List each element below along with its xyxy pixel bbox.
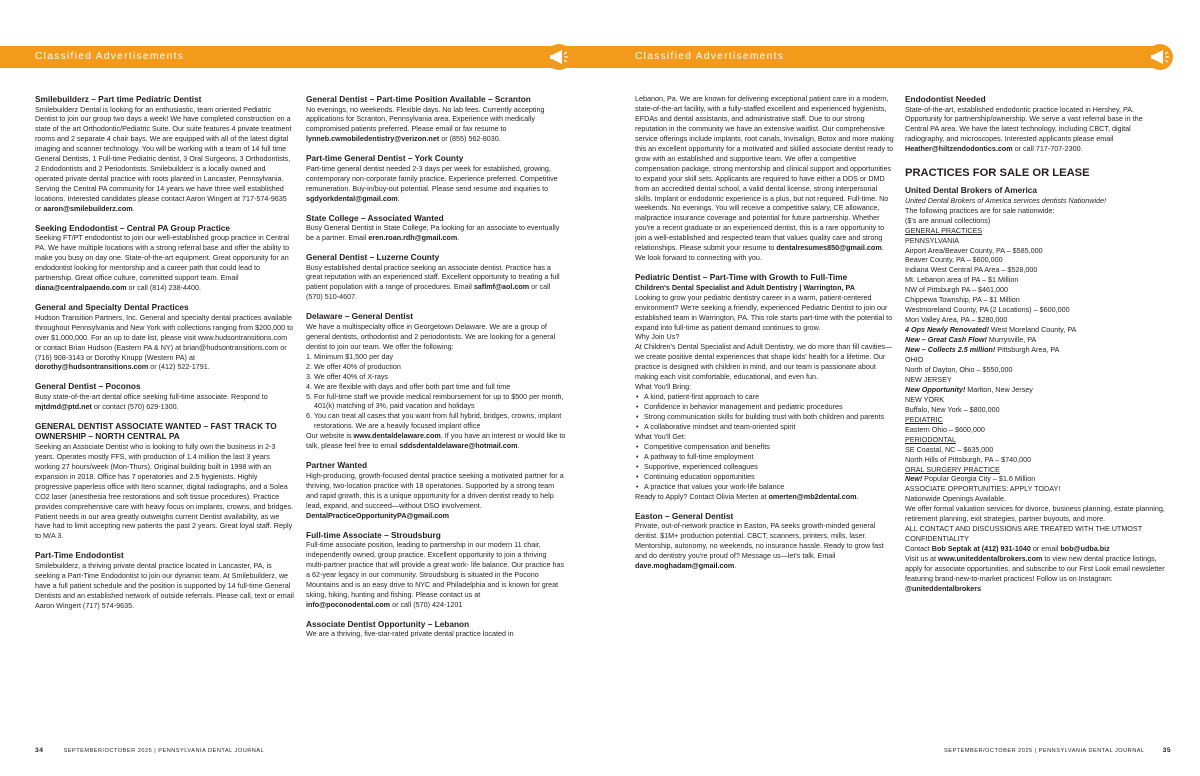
ad-body: We have a multispecialty office in Georgetown Delaware. We are a group of general dentists, orthodontist and 2 periodontists. We are looking for a general dentist to join our team. We offer the following: xyxy=(306,321,556,351)
ad-body: Looking to grow your pediatric dentistry career in a warm, patient-centered environment? We're seeking a friendly, experienced Pediatric Dentist to join our established team in Warrington, PA. This role starts part-time with the potential to expand into full-time as patient demand continues to grow. xyxy=(635,292,893,332)
section-banner-left xyxy=(0,46,600,68)
state-heading: NEW YORK xyxy=(905,394,945,404)
list-item: • Strong communication skills for building trust with both children and parents xyxy=(635,412,895,422)
list-item: 3. We offer 40% of X-rays xyxy=(306,371,389,381)
footer-right-text: SEPTEMBER/OCTOBER 2025 | PENNSYLVANIA DENTAL JOURNAL xyxy=(944,748,1145,754)
get-list xyxy=(635,442,895,492)
listing: Chippewa Township, PA – $1 Million xyxy=(905,295,1020,305)
list-item: 4. We are flexible with days and offer both part time and full time xyxy=(306,381,511,391)
section-banner-right xyxy=(600,46,1156,68)
listing: New Opportunity! Marlton, New Jersey xyxy=(905,384,1033,394)
list-item: • A practice that values your work-life balance xyxy=(635,482,895,492)
listing: Beaver County, PA – $600,000 xyxy=(905,255,1003,265)
ad-website[interactable]: www.dentaldelaware.com xyxy=(353,431,441,441)
ad-body: We are a thriving, five-star-rated private dental practice located in xyxy=(306,629,514,639)
contact-line: Contact Bob Septak at (412) 931-1040 or email bob@udba.biz xyxy=(905,544,1110,554)
visit-line: Visit us at www.uniteddentalbrokers.com to view new dental practice listings, apply for associate opportunities, and subscribe to our First Look email newsletter featuring brand-new-to-market practices! Follow us on Instagram: @uniteddentalbrokers xyxy=(905,554,1165,593)
listing: New – Great Cash Flow! Murrysville, PA xyxy=(905,335,1037,345)
confidentiality-note: ALL CONTACT AND DISCUSSIONS ARE TREATED WITH THE UTMOST CONFIDENTIALITY xyxy=(905,524,1142,544)
list-item: 2. We offer 40% of production xyxy=(306,361,401,371)
associate-subheading: Nationwide Openings Available. xyxy=(905,494,1006,504)
ad-body: Busy state-of-the-art dental office seeking full-time associate. Respond to mjtdmd@ptd.net or contact (570) 629-1300. xyxy=(35,391,268,411)
footer-right xyxy=(944,747,1171,755)
listing: Airport Area/Beaver County, PA – $585,000 xyxy=(905,245,1043,255)
ad-email[interactable]: dorothy@hudsontransitions.com xyxy=(35,362,149,372)
broker-website[interactable]: www.uniteddentalbrokers.com xyxy=(938,554,1043,564)
ad-body: Full-time associate position, leading to partnership in our modern 11 chair, independently owned, group practice. Excellent opportunity to join a thriving multi-partner practice that will provide a great work- life balance. Our practice has a 62-year legacy in our community. Stroudsburg is situated in the Pocono Mountains and is an easy drive to NYC and Philadelphia and is known for great skiing, hiking, hunting and fishing. Please contact us at info@poconodental.com or call (570) 424-1201 xyxy=(306,540,565,609)
ad-body: High-producing, growth-focused dental practice seeking a motivated partner for a thriving, two-location practice with 18 operatories. Supported by a strong team and rapid growth, this is a unique opportunity for a driven dentist ready to help lead, expand, and succeed—without DSO involvement. DentalPracticeOpportunityPA@gmail.com xyxy=(306,470,564,520)
ad-subtitle: Children's Dental Specialist and Adult Dentistry | Warrington, PA xyxy=(635,282,855,292)
listing: 4 Ops Newly Renovated! West Moreland County, PA xyxy=(905,325,1077,335)
ad-email[interactable]: mjtdmd@ptd.net xyxy=(35,401,92,411)
list-item: • Supportive, experienced colleagues xyxy=(635,462,895,472)
category-heading: PEDIATRIC xyxy=(905,414,943,424)
ad-title: Full-time Associate – Stroudsburg xyxy=(306,529,441,540)
list-item: • A pathway to full-time employment xyxy=(635,452,895,462)
broker-title: United Dental Brokers of America xyxy=(905,185,1038,196)
state-heading: PENNSYLVANIA xyxy=(905,235,960,245)
ad-title: Smilebuilderz – Part time Pediatric Dentist xyxy=(35,94,202,104)
ad-body: Hudson Transition Partners, Inc. General and specialty dental practices available throughout Pennsylvania and New York with collections ranging from $200,000 to over $1,000,000. For an up to date list, please visit www.hudsontransitions.com or contact Brian Hudson (Eastern PA & NY) at brian@hudsontransitions.com or (716) 908-3143 or Dorothy Knupp (Western PA) at dorothy@hudsontransitions.com or (412) 522-1791. xyxy=(35,312,294,372)
listing: North of Dayton, Ohio – $550,000 xyxy=(905,364,1013,374)
ad-title: Part-time General Dentist – York County xyxy=(306,153,464,164)
why-join-title: Why Join Us? xyxy=(635,332,680,342)
listing: Buffalo, New York – $800,000 xyxy=(905,404,1000,414)
ad-title: Part-Time Endodontist xyxy=(35,550,124,561)
contact-email[interactable]: bob@udba.biz xyxy=(1060,544,1110,554)
listing: NW of Pittsburgh PA – $461,000 xyxy=(905,285,1008,295)
ad-body: No evenings, no weekends. Flexible days. No lab fees. Currently accepting applications for Scranton, Pennsylvania area. Experience with medically compromised patients preferred. Please email or fax resume to lynneb.cwmobiledentistry@verizon.net or (855) 562-8030. xyxy=(306,104,545,144)
column-2 xyxy=(306,94,566,734)
ad-email[interactable]: aaron@smilebuilderz.com xyxy=(43,204,133,214)
list-item: 5. For full-time staff we provide medical reimbursement for up to $500 per month, 401(k) matching of 3%, paid vacation and holidays xyxy=(306,391,564,411)
get-title: What You'll Get: xyxy=(635,432,686,441)
ad-title: Endodontist Needed xyxy=(905,94,986,104)
page-number-left: 34 xyxy=(35,747,44,754)
instagram-handle[interactable]: @uniteddentalbrokers xyxy=(905,583,982,593)
ad-body: Private, out-of-network practice in Easton, PA seeks growth-minded general dentist. $1M+ production potential. CBCT, scanners, printers, mills, laser. Mentorship, autonomy, no weekends, no insurance hassle. Ready to grow fast and do dentistry you're proud of? Message us—let's talk. Email dave.moghadam@gmail.com. xyxy=(635,521,884,570)
broker-intro: The following practices are for sale nationwide: xyxy=(905,205,1055,215)
ad-title: General Dentist – Luzerne County xyxy=(306,252,440,263)
ad-body: Lebanon, Pa. We are known for delivering exceptional patient care in a modern, state-of-the-art facility, with a fully-staffed excellent and experienced hygienists, EFDAs and dental assistants, and administrative staff. Due to our strong reputation in the community we have an extensive waitlist. Our comprehensive service offerings include implants, root canals, Invisalign, Botox and more making this an excellent opportunity for a motivated and skilled associate dentist ready to grow with an established and supportive team. We offer a competitive compensation package, strong mentorship and clinical support and opportunities to expand your skill sets. Applicants are required to have either a DDS or DMD from an accredited dental school, a valid dental license, strong interpersonal skills. Implant or endodontic experience is a plus, but not required. Full-time. No weekends. No evenings. You will receive a competitive salary, CE allowance, malpractice insurance coverage and potential for future partnership. Whether you're a recent graduate or an experienced dentist, this is a rare opportunity to join a well-established and respected team that values quality care and strong relationships. Please submit your resume to dentalresumes850@gmail.com. We look forward to connecting with you. xyxy=(635,94,894,263)
listing: SE Coastal, NC – $635,000 xyxy=(905,444,994,454)
section-title-left: Classified Advertisements xyxy=(35,51,185,62)
associate-heading: ASSOCIATE OPPORTUNITIES: APPLY TODAY! xyxy=(905,484,1061,494)
broker-tagline: United Dental Brokers of America services dentists Nationwide! xyxy=(905,195,1107,205)
listing: Indiana West Central PA Area – $528,000 xyxy=(905,265,1038,275)
practices-section-title: PRACTICES FOR SALE OR LEASE xyxy=(905,167,1090,180)
ad-title: GENERAL DENTIST ASSOCIATE WANTED – FAST TRACK TO OWNERSHIP – NORTH CENTRAL PA xyxy=(35,420,277,442)
section-title-right: Classified Advertisements xyxy=(635,51,785,62)
ad-title: General Dentist – Part-time Position Available – Scranton xyxy=(306,94,531,104)
ad-title: Associate Dentist Opportunity – Lebanon xyxy=(306,618,470,629)
list-item: • Continuing education opportunities xyxy=(635,472,895,482)
ad-title: Easton – General Dentist xyxy=(635,510,734,521)
ad-title: Pediatric Dentist – Part-Time with Growth to Full-Time xyxy=(635,272,848,283)
list-item: • Competitive compensation and benefits xyxy=(635,442,895,452)
bring-title: What You'll Bring: xyxy=(635,382,692,392)
ad-title: State College – Associated Wanted xyxy=(306,212,444,223)
megaphone-icon xyxy=(1146,44,1174,70)
ad-body: Smilebuilderz, a thriving private dental practice located in Lancaster, PA, is seeking a Part-Time Endodontist to join our dynamic team. At Smilebuilderz, we have a full patient schedule and the position is supported by 14 full-time General Dentists and an established network of outside referrals. Please call, text or email Aaron Wingert (717) 574-9635. xyxy=(35,560,294,610)
ad-email[interactable]: saflmf@aol.com xyxy=(473,282,530,292)
ad-body: Seeking FT/PT endodontist to join our well-established group practice in Central PA. We have multiple locations with a strong referral base and offer the ability to make you busy on day one. State-of-the-art equipment. Great opportunity for an endodontist looking for mentorship and a career path that could lead to partnership. Great office culture, committed support team. Email diana@centralpaendo.com or call (814) 238-4400. xyxy=(35,233,290,293)
ad-body: Busy General Dentist in State College, Pa looking for an associate to eventually be a partner. Email eren.roan.rdh@gmail.com. xyxy=(306,223,560,243)
ad-email[interactable]: lynneb.cwmobiledentistry@verizon.net xyxy=(306,134,440,144)
listing: Mt. Lebanon area of PA – $1 Million xyxy=(905,275,1019,285)
list-item: 1. Minimum $1,500 per day xyxy=(306,351,394,361)
listing: New! Popular Georgia City – $1.6 Million xyxy=(905,474,1036,484)
ad-body: Smilebuilderz Dental is looking for an enthusiastic, team oriented Pediatric Dentist to join our group two days a week! We have completed construction on a state of the art Orthodontic/Pediatric Suite. Our suite features 4 private treatment rooms and 2 separate 4 chair bays. We are equipped with all of the latest digital imaging and scanner technology. You will be working with a team of 14 full time General Dentists, 1 Full-time Pediatric dentist, 3 Oral Surgeons, 3 Orthodontists, 2 Endodontists and 2 Periodontists. Smilebuilderz is a locally owned and operated private dental practice with roots planted in Lancaster, Pennsylvania. Serving the Central PA community for 14 years we have three well established locations. Interested candidates please contact Aaron Wingert at 717-574-9635 or aaron@smilebuilderz.com. xyxy=(35,104,292,214)
ad-email[interactable]: dave.moghadam@gmail.com xyxy=(635,560,735,570)
ad-email[interactable]: omerten@mb2dental.com xyxy=(768,491,857,501)
ad-email[interactable]: sddsdentaldelaware@hotmail.com xyxy=(399,441,518,451)
list-item: 6. You can treat all cases that you want from full hybrid, bridges, crowns, implant restorations. We are a heavily focused implant office xyxy=(306,411,562,431)
list-item: • A kind, patient-first approach to care xyxy=(635,392,895,402)
ad-body: Part-time general dentist needed 2-3 days per week for established, growing, contemporary non-corporate family practice. Experience preferred. Competitive remuneration. Buy-in/buy-out potential. Please send resume and inquiries to sgdyorkdental@gmail.com. xyxy=(306,163,558,203)
ad-title: General Dentist – Poconos xyxy=(35,381,141,392)
ad-body: Seeking an Associate Dentist who is looking to fully own the business in 2-3 years. Operates mostly FFS, with production of 1.4 million the last 3 years working 27 hours/week (Mon-Thurs). Original building built in 1998 with an expansion in 2018. Office has 7 operatories and 2.5 hygienists. Highly progressive paperless office with Itero scanner, digital radiographs, and a Solea CO2 laser (anesthesia free restorations and soft tissue procedures). Practice provides comprehensive care with heavy focus on implants, crowns, and bridges. Patient needs in our area greatly outweighs current Dentist availability, as we have had to limit accepting new patients the past 2 years. Great loyal staff. Reply to M/A 3. xyxy=(35,441,294,541)
ad-email[interactable]: dentalresumes850@gmail.com xyxy=(776,243,882,253)
category-heading: GENERAL PRACTICES xyxy=(905,225,983,235)
ad-email[interactable]: Heather@hiltzendodontics.com xyxy=(905,144,1013,154)
ad-email[interactable]: eren.roan.rdh@gmail.com xyxy=(368,233,458,243)
ad-body: Ready to Apply? Contact Olivia Merten at omerten@mb2dental.com. xyxy=(635,491,859,501)
listing: New – Collects 2.5 million! Pittsburgh Area, PA xyxy=(905,345,1060,355)
footer-left xyxy=(35,747,264,755)
ad-body: State-of-the-art, established endodontic practice located in Hershey, PA. Opportunity for partnership/ownership. We serve a vast referral base in the Central PA area. We have the latest technology, including CBCT, digital radiography, and microscopes. Interested applicants please email Heather@hiltzendodontics.com or call 717-707-2300. xyxy=(905,104,1143,154)
benefits-list xyxy=(306,352,566,432)
ad-email[interactable]: DentalPracticeOpportunityPA@gmail.com xyxy=(306,510,450,520)
ad-title: Seeking Endodontist – Central PA Group Practice xyxy=(35,222,231,233)
category-heading: PERIODONTAL xyxy=(905,434,956,444)
page-number-right: 35 xyxy=(1162,747,1172,754)
ad-title: General and Specialty Dental Practices xyxy=(35,302,189,313)
column-1 xyxy=(35,94,295,734)
listing: Mon Valley Area, PA – $280,000 xyxy=(905,315,1008,325)
ad-email[interactable]: info@poconodental.com xyxy=(306,599,391,609)
ad-email[interactable]: diana@centralpaendo.com xyxy=(35,283,127,293)
broker-intro-note: ($'s are annual collections) xyxy=(905,215,991,225)
bring-list xyxy=(635,392,895,432)
column-4 xyxy=(905,94,1167,744)
footer-left-text: SEPTEMBER/OCTOBER 2025 | PENNSYLVANIA DENTAL JOURNAL xyxy=(63,748,265,754)
listing: Eastern Ohio – $600,000 xyxy=(905,424,985,434)
category-heading: ORAL SURGERY PRACTICE xyxy=(905,464,1000,474)
column-3 xyxy=(635,94,895,734)
list-item: • A collaborative mindset and team-oriented spirit xyxy=(635,422,895,432)
megaphone-icon xyxy=(545,44,573,70)
contact-phone[interactable]: Bob Septak at (412) 931-1040 xyxy=(931,544,1031,554)
listing: North Hills of Pittsburgh, PA – $740,000 xyxy=(905,454,1032,464)
ad-title: Partner Wanted xyxy=(306,460,368,471)
listing: Westmoreland County, PA (2 Locations) – $600,000 xyxy=(905,305,1070,315)
ad-body: Our website is www.dentaldelaware.com. If you have an interest or would like to talk, please feel free to email sddsdentaldelaware@hotmail.com. xyxy=(306,431,566,451)
ad-body: Busy established dental practice seeking an associate dentist. Practice has a great reputation with an experienced staff. Excellent opportunity to treating a full patient population with a range of procedures. Email saflmf@aol.com or call (570) 510-4607. xyxy=(306,262,560,302)
state-heading: NEW JERSEY xyxy=(905,374,952,384)
ad-body: At Children's Dental Specialist and Adult Dentistry, we do more than fill cavities—we create positive dental experiences that shape kids' health for a lifetime. Our practice is designed with children in mind, and our team is passionate about making each visit comfortable, educational, and even fun. xyxy=(635,342,893,382)
list-item: • Confidence in behavior management and pediatric procedures xyxy=(635,402,895,412)
services-text: We offer formal valuation services for divorce, business planning, estate planning, retirement planning, exit strategies, partner buyouts, and more. xyxy=(905,504,1165,524)
ad-email[interactable]: sgdyorkdental@gmail.com xyxy=(306,193,398,203)
state-heading: OHIO xyxy=(905,355,924,365)
ad-title: Delaware – General Dentist xyxy=(306,311,413,322)
